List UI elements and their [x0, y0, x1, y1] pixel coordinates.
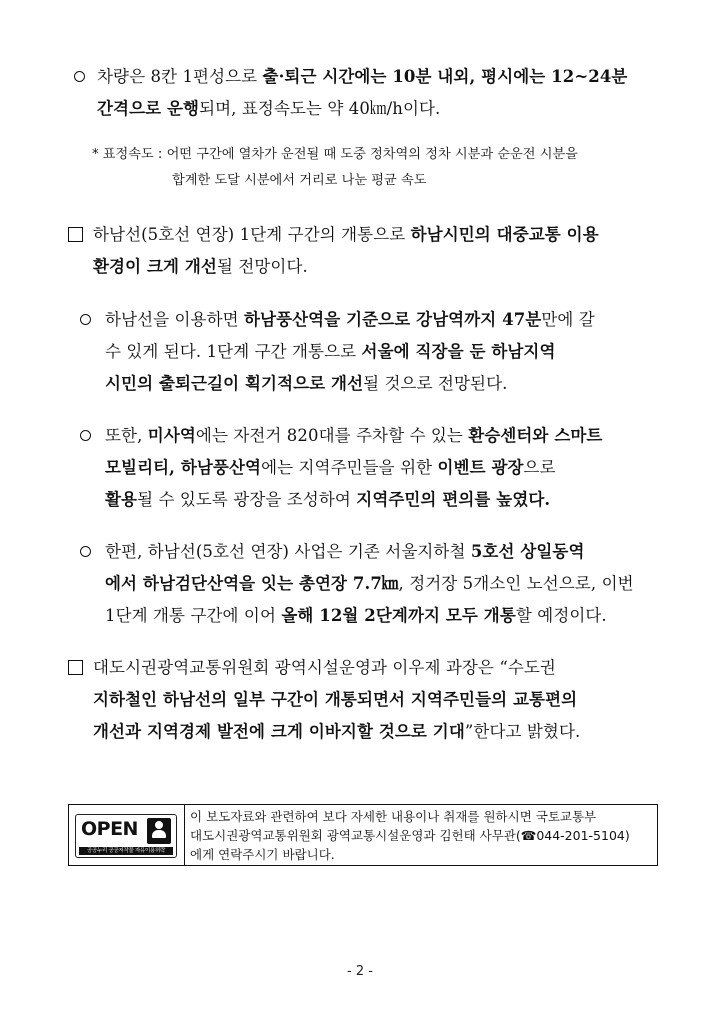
bold-run: 환경이 크게 개선 [93, 257, 217, 276]
contact-line: 대도시권광역교통위원회 광역교통시설운영과 김헌태 사무관(☎044-201-5104) [190, 828, 630, 843]
bold-run: 간격으로 운행 [97, 99, 200, 118]
text-run: 만에 갈 [541, 310, 595, 329]
square-bullet-icon [68, 660, 83, 675]
footnote-line: 합계한 도달 시분에서 거리로 나눈 평균 속도 [172, 173, 427, 188]
text-run: 수 있게 된다. 1단계 구간 개통으로 [105, 342, 362, 361]
bold-run: 모빌리티, [105, 458, 181, 477]
bold-run: 시민의 출퇴근길이 획기적으로 개선 [105, 374, 364, 393]
footnote-line: * 표정속도 : 어떤 구간에 열차가 운전될 때 도중 정차역의 정차 시분과 순운전 시분을 [92, 147, 578, 162]
text-run: 또한, [105, 426, 148, 445]
text-run: 할 예정이다. [515, 606, 607, 625]
paragraph-line [105, 600, 664, 632]
bold-run: 올해 12월 2단계까지 모두 개통 [281, 606, 516, 625]
circle-bullet-icon [80, 430, 91, 441]
circle-bullet-icon [74, 71, 85, 82]
bold-run: 환승센터와 스마트 [468, 426, 603, 445]
bold-run: 출·퇴근 시간에는 10분 내외, 평시에는 12~24분 [262, 67, 628, 86]
section-hanam-line-improvement [68, 219, 664, 283]
paragraph-line: 지하철인 하남선의 일부 구간이 개통되면서 지역주민들의 교통편의 [93, 690, 578, 709]
text-run: 되며, 표정속도는 약 40㎞/h이다. [199, 99, 441, 118]
paragraph-line [93, 251, 664, 283]
paragraph-line [105, 568, 664, 600]
paragraph-line [105, 304, 664, 336]
text-run: 될 것으로 전망된다. [363, 374, 508, 393]
open-logo-word: OPEN [81, 818, 138, 840]
text-run: 으로 [523, 458, 556, 477]
contact-info-box [68, 804, 658, 866]
paragraph-line [105, 484, 664, 516]
text-run: ”한다고 밝혔다. [464, 722, 581, 741]
bullet-station-facilities [80, 420, 664, 516]
paragraph-line [105, 336, 664, 368]
paragraph-line [97, 61, 664, 93]
text-run: 될 수 있도록 광장을 조성하여 [137, 490, 357, 509]
circle-bullet-icon [80, 546, 91, 557]
open-logo-subtitle: 공공누리 공공저작물 자유이용허락 [79, 847, 173, 855]
contact-line: 에게 연락주시기 바랍니다. [190, 847, 335, 862]
bold-run: 하남풍산역을 기준으로 강남역까지 47분 [244, 310, 542, 329]
square-bullet-icon [68, 227, 83, 242]
paragraph-line [97, 93, 664, 125]
kogl-badge [75, 814, 177, 858]
bold-run: 이벤트 광장 [437, 458, 524, 477]
bullet-project-overview [80, 536, 664, 632]
paragraph-line [105, 452, 664, 484]
section-director-quote [68, 652, 664, 748]
person-icon [147, 818, 171, 844]
paragraph-line [105, 420, 664, 452]
bold-run: 활용 [105, 490, 138, 509]
text-run: 에는 자전거 820대를 주차할 수 있는 [195, 426, 469, 445]
bold-run: 개선과 지역경제 발전에 크게 이바지할 것으로 기대 [93, 722, 465, 741]
paragraph-line [105, 368, 664, 400]
bold-run: 지역주민의 편의를 높였다. [356, 490, 551, 509]
open-license-logo [69, 805, 185, 865]
text-run: 1단계 개통 구간에 이어 [105, 606, 282, 625]
circle-bullet-icon [80, 314, 91, 325]
text-run: 될 전망이다. [216, 257, 308, 276]
bold-run: 미사역 [147, 426, 196, 445]
contact-text [185, 805, 657, 865]
text-run: 에는 지역주민들을 위한 [261, 458, 438, 477]
text-run: 차량은 8칸 1편성으로 [97, 67, 263, 86]
text-run: 대도시권광역교통위원회 광역시설운영과 이우제 과장은 “수도권 [93, 658, 556, 677]
contact-line: 이 보도자료와 관련하여 보다 자세한 내용이나 취재를 원하시면 국토교통부 [190, 809, 597, 824]
bold-run: 하남풍산역 [180, 458, 262, 477]
text-run: 한편, 하남선(5호선 연장) 사업은 기존 서울지하철 [105, 542, 471, 561]
bullet-commute-time [80, 304, 664, 400]
bold-run: 서울에 직장을 둔 하남지역 [361, 342, 556, 361]
text-run: 하남선(5호선 연장) 1단계 구간의 개통으로 [93, 225, 411, 244]
text-run: , 정거장 5개소인 노선으로, 이번 [398, 574, 634, 593]
bold-run: 하남시민의 대중교통 이용 [410, 225, 599, 244]
bold-run: 에서 하남검단산역을 잇는 총연장 7.7㎞ [105, 574, 399, 593]
paragraph-line [93, 219, 664, 251]
paragraph-line [93, 716, 664, 748]
bold-run: 5호선 상일동역 [470, 542, 585, 561]
page-number: - 2 - [347, 964, 373, 979]
paragraph-line [93, 652, 664, 684]
bullet-vehicle-operation [74, 61, 664, 125]
text-run: 하남선을 이용하면 [105, 310, 245, 329]
paragraph-line [105, 536, 664, 568]
footnote-speed-definition [92, 142, 662, 194]
